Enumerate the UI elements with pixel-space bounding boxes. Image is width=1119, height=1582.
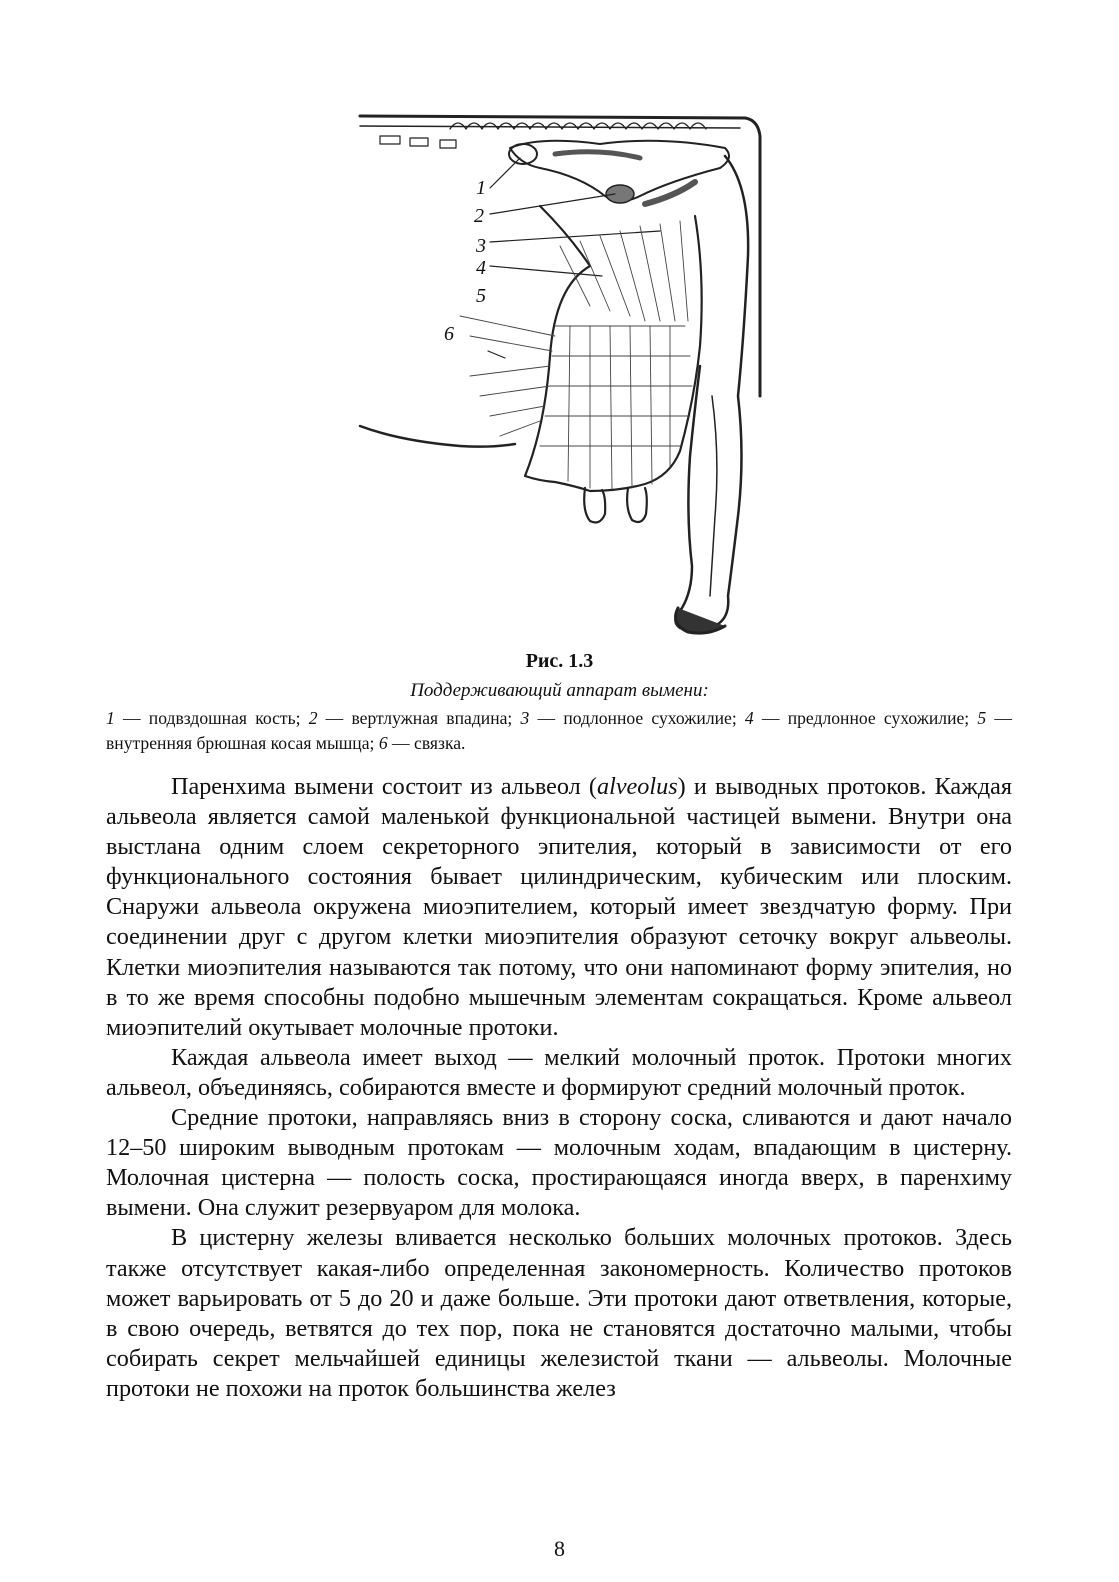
legend-text: — связка.	[387, 733, 466, 753]
figure-label-2: 2	[474, 205, 484, 227]
udder-support-figure	[340, 96, 780, 656]
figure-label-4: 4	[476, 257, 486, 279]
paragraph: Средние протоки, направляясь вниз в сторону соска, сливаются и дают начало 12–50 широким выводным протокам — молочным ходам, впадающим в цистерну. Молочная цистерна — полость соска, простирающаяся иногда вверх, в паренхиму вымени. Она служит резервуаром для молока.	[106, 1104, 1012, 1222]
paragraph-text: Паренхима вымени состоит из альвеол (	[171, 773, 597, 800]
legend-number: 2	[308, 708, 318, 728]
paragraph-text: ) и выводных протоков. Каждая альвеола является самой маленькой функциональной частицей вымени. Внутри она выстлана одним слоем секреторного эпителия, который в зависимости от его функционального состояния бывает цилиндрическим, кубическим или плоским. Снаружи альвеола окружена миоэпителием, который имеет звездчатую форму. При соединении друг с другом клетки миоэпителия образуют сеточку вокруг альвеолы. Клетки миоэпителия называются так потому, что они напоминают форму эпителия, но в то же время способны подобно мышечным элементам сокращаться. Кроме альвеол миоэпителий окутывает молочные протоки.	[106, 773, 1013, 1041]
legend-text: — вертлужная впадина;	[317, 708, 521, 728]
paragraph: В цистерну железы вливается несколько больших молочных протоков. Здесь также отсутствует какая-либо определенная закономерность. Количество протоков может варьировать от 5 до 20 и даже больше. Эти протоки дают ответвления, которые, в свою очередь, ветвятся до тех пор, пока не становятся достаточно малыми, чтобы собирать секрет мельчайшей единицы железистой ткани — альвеолы. Молочные протоки не похожи на проток большинства желез	[106, 1224, 1012, 1402]
figure-legend	[106, 706, 1012, 756]
legend-number: 6	[378, 733, 388, 753]
figure-caption-subtitle: Поддерживающий аппарат вымени:	[410, 680, 709, 701]
legend-text: — подвздошная кость;	[114, 708, 309, 728]
paragraph	[106, 772, 1012, 1043]
figure-label-6: 6	[444, 323, 454, 345]
legend-number: 4	[744, 708, 754, 728]
page-number: 8	[554, 1536, 565, 1561]
legend-number: 5	[977, 708, 987, 728]
figure-label-1: 1	[476, 177, 486, 199]
body-text	[106, 772, 1012, 1404]
legend-number: 1	[106, 708, 115, 728]
paragraph: Каждая альвеола имеет выход — мелкий молочный проток. Протоки многих альвеол, объединяясь, собираются вместе и формируют средний молочный проток.	[106, 1043, 1012, 1101]
legend-text: — внутренняя брюшная косая мышца;	[106, 708, 1012, 753]
figure-label-3: 3	[476, 235, 486, 257]
legend-number: 3	[520, 708, 530, 728]
legend-text: — предлонное сухожилие;	[753, 708, 978, 728]
udder-support-drawing	[340, 96, 780, 656]
figure-label-5: 5	[476, 285, 486, 307]
latin-term: alveolus	[597, 773, 678, 800]
figure-caption-title: Рис. 1.3	[525, 650, 594, 672]
legend-text: — подлонное сухожилие;	[529, 708, 745, 728]
